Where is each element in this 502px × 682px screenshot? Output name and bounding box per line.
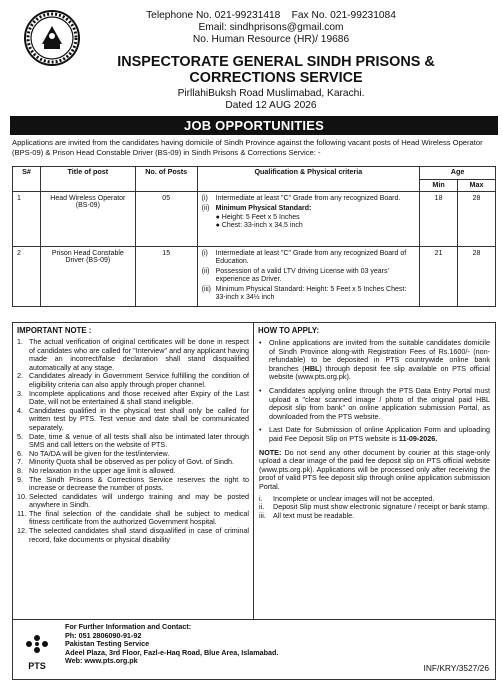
row-posts: 15 [135, 247, 197, 307]
row-age-max: 28 [458, 192, 496, 247]
row-qualification [197, 192, 419, 247]
row-age-min: 18 [420, 192, 458, 247]
pts-logo [19, 628, 55, 671]
list-item [259, 426, 490, 443]
row-title: Prison Head Constable Driver (BS-09) [40, 247, 135, 307]
footer-line: For Further Information and Contact: [65, 622, 192, 631]
footer-line: Web: www.pts.org.pk [65, 656, 138, 666]
note-text: Candidates qualified in the physical test shall only be called for written test by PTS. Test venue and date shall be communicated separately. [29, 405, 249, 432]
q-num: (ii) [201, 205, 210, 213]
row-age-min: 21 [420, 247, 458, 307]
job-advertisement [2, 2, 500, 680]
reference-number: INF/KRY/3527/26 [423, 663, 489, 673]
q-num: (i) [201, 195, 208, 202]
roman-num: i. [259, 493, 263, 503]
how-to-apply-section [254, 322, 496, 620]
q-text: Minimum Physical Standard: Height: 5 Feet x 5 Inches Chest: 33-inch x 34½ inch [215, 285, 407, 302]
list-item [17, 510, 249, 527]
row-sno: 1 [13, 192, 41, 247]
list-item [17, 476, 249, 493]
apply-bullet-1: Online applications are invited from the suitable candidates domicile of Sindh Province along-with Registration Fees of Rs.1600/- (non-refundable) to be deposited in PTS countrywide online bank branches (HBL) through deposit fee slip available on PTS official website (www.pts.org.pk). [269, 338, 490, 382]
address-block [2, 88, 500, 112]
list-item [17, 433, 249, 450]
address: PirllahiBuksh Road Muslimabad, Karachi. [177, 88, 365, 99]
apply-note: NOTE: Do not send any other document by courier at this stage-only upload a clear image of the paid fee deposit slip on PTS official website (www.pts.org.pk). Applications will be processed only after receiving the proof of valid PTS fee deposit slip through online application submission Portal. [259, 447, 490, 491]
footer-line: Pakistan Testing Service [65, 639, 150, 649]
table-row [13, 192, 496, 247]
footer-line: Ph: 051 2806090-91-92 [65, 630, 142, 640]
note-text: Selected candidates will undergo training and may be posted anywhere in Sindh. [29, 491, 249, 510]
important-note-section [12, 322, 254, 620]
q-num: (ii) [201, 267, 210, 275]
telephone: Telephone No. 021-99231418 [146, 10, 281, 21]
q-text: Minimum Physical Standard: [215, 205, 312, 213]
row-sno: 2 [13, 247, 41, 307]
important-note-list [13, 336, 253, 544]
row-title: Head Wireless Operator (BS-09) [40, 192, 135, 247]
header-age-min: Min [420, 180, 458, 192]
how-to-apply-heading: HOW TO APPLY: [258, 326, 320, 335]
list-item [17, 407, 249, 433]
note-text: No relaxation in the upper age limit is allowed. [29, 465, 176, 475]
note-number: 5. [17, 431, 23, 441]
bullet-icon: • [259, 385, 262, 395]
list-item [17, 527, 249, 544]
header-title: Title of post [40, 167, 135, 192]
header-sno: S# [13, 167, 41, 192]
dated: Dated 12 AUG 2026 [225, 100, 317, 111]
title-line-2: CORRECTIONS SERVICE [189, 70, 363, 86]
note-number: 3. [17, 388, 23, 398]
roman-num: iii. [259, 510, 266, 520]
list-item [259, 387, 490, 421]
roman-text: All text must be readable. [273, 510, 355, 520]
note-number: 7. [17, 457, 23, 467]
q-text: Intermediate at least "C" Grade from any recognized Board of Education. [215, 250, 407, 266]
note-text: Minority Quota shall be observed as per policy of Govt. of Sindh. [29, 457, 234, 467]
bullet-icon: • [259, 425, 262, 435]
hr-number: No. Human Resource (HR)/ 19686 [192, 34, 350, 45]
list-item [259, 512, 490, 521]
row-qualification [197, 247, 419, 307]
apply-bullet-2: Candidates applying online through the PTS Data Entry Portal must upload a "clear scanned image / photo of the original paid HBL deposit slip from bank" on online application submission Portal, as downloaded from the PTS website. [269, 385, 490, 421]
list-item [17, 338, 249, 372]
note-number: 6. [17, 448, 23, 458]
row-age-max: 28 [458, 247, 496, 307]
list-item [17, 493, 249, 510]
note-number: 1. [17, 337, 23, 346]
important-note-heading: IMPORTANT NOTE : [17, 326, 92, 335]
footer [12, 620, 496, 680]
list-item [259, 339, 490, 382]
pts-logo-text: PTS [28, 661, 46, 671]
note-text: No TA/DA will be given for the test/interview. [29, 448, 170, 458]
list-item [17, 390, 249, 407]
note-text: The Sindh Prisons & Corrections Service reserves the right to increase or decrease the number of posts. [29, 474, 249, 493]
contact-lines [2, 10, 500, 46]
row-posts: 05 [135, 192, 197, 247]
header-age: Age [420, 167, 496, 180]
q-text: Possession of a valid LTV driving License with 03 years' experience as Driver. [215, 267, 389, 284]
intro-text: Applications are invited from the candidates having domicile of Sindh Province against the following vacant posts of Head Wireless Operator (BPS-09) & Prison Head Constable Driver (BS-09) in Sindh Prisons & Corrections Service: - [12, 138, 483, 157]
job-opportunities-banner: JOB OPPORTUNITIES [10, 116, 498, 135]
q-num: (iii) [201, 285, 211, 293]
note-text: The final selection of the candidate shall be subject to medical fitness certificate from the authorized Government hospital. [29, 508, 249, 527]
note-number: 4. [17, 405, 23, 415]
list-item [17, 372, 249, 389]
title-line-1: INSPECTORATE GENERAL SINDH PRISONS & [117, 54, 435, 70]
note-text: Candidates already in Government Service fulfilling the condition of eligibility criteria can also apply through proper channel. [29, 371, 249, 389]
q-num: (i) [201, 250, 208, 257]
bullet-icon: • [259, 338, 262, 347]
organization-title [2, 54, 500, 86]
q-bullet: ● Chest: 33-inch x 34.5 inch [215, 222, 303, 230]
note-text: The actual verification of original certificates will be done in respect of candidates who are called for "Interview" and any applicant having made an incorrect/false declaration shall stand disqualified automatically at any stage. [29, 337, 249, 372]
note-text: Date, time & venue of all tests shall also be intimated later through SMS and call letters on the website of PTS. [29, 431, 249, 450]
header-posts: No. of Posts [135, 167, 197, 192]
note-number: 11. [17, 508, 27, 518]
note-number: 9. [17, 474, 23, 484]
header-qualification: Qualification & Physical criteria [197, 167, 419, 192]
note-number: 10. [17, 491, 27, 501]
how-to-apply-body [254, 336, 495, 520]
note-text: The selected candidates shall stand disqualified in case of criminal record, fake documents or physical disability [29, 526, 249, 544]
posts-table [12, 166, 496, 307]
fax: Fax No. 021-99231084 [291, 10, 396, 21]
pts-logo-icon [19, 628, 55, 656]
footer-contact [65, 623, 278, 666]
apply-bullet-3: Last Date for Submission of online Application Form and uploading paid Fee Deposit Slip on PTS website is 11-09-2026. [269, 425, 490, 443]
header-age-max: Max [458, 180, 496, 192]
q-bullet: ● Height: 5 Feet x 5 Inches [215, 213, 300, 221]
roman-text: Incomplete or unclear images will not be accepted. [273, 493, 435, 503]
note-number: 8. [17, 465, 23, 475]
note-number: 12. [17, 526, 27, 536]
roman-text: Deposit Slip must show electronic signature / receipt or bank stamp. [273, 502, 490, 512]
table-row [13, 247, 496, 307]
footer-line: Adeel Plaza, 3rd Floor, Fazl-e-Haq Road, Blue Area, Islamabad. [65, 647, 279, 657]
email: Email: sindhprisons@gmail.com [198, 22, 344, 33]
note-number: 2. [17, 371, 23, 381]
q-text: Intermediate at least "C" Grade from any recognized Board. [215, 195, 401, 202]
roman-num: ii. [259, 502, 265, 512]
note-text: Incomplete applications and those received after Expiry of the Last Date, will not be entertained & shall stand ineligible. [29, 388, 249, 407]
